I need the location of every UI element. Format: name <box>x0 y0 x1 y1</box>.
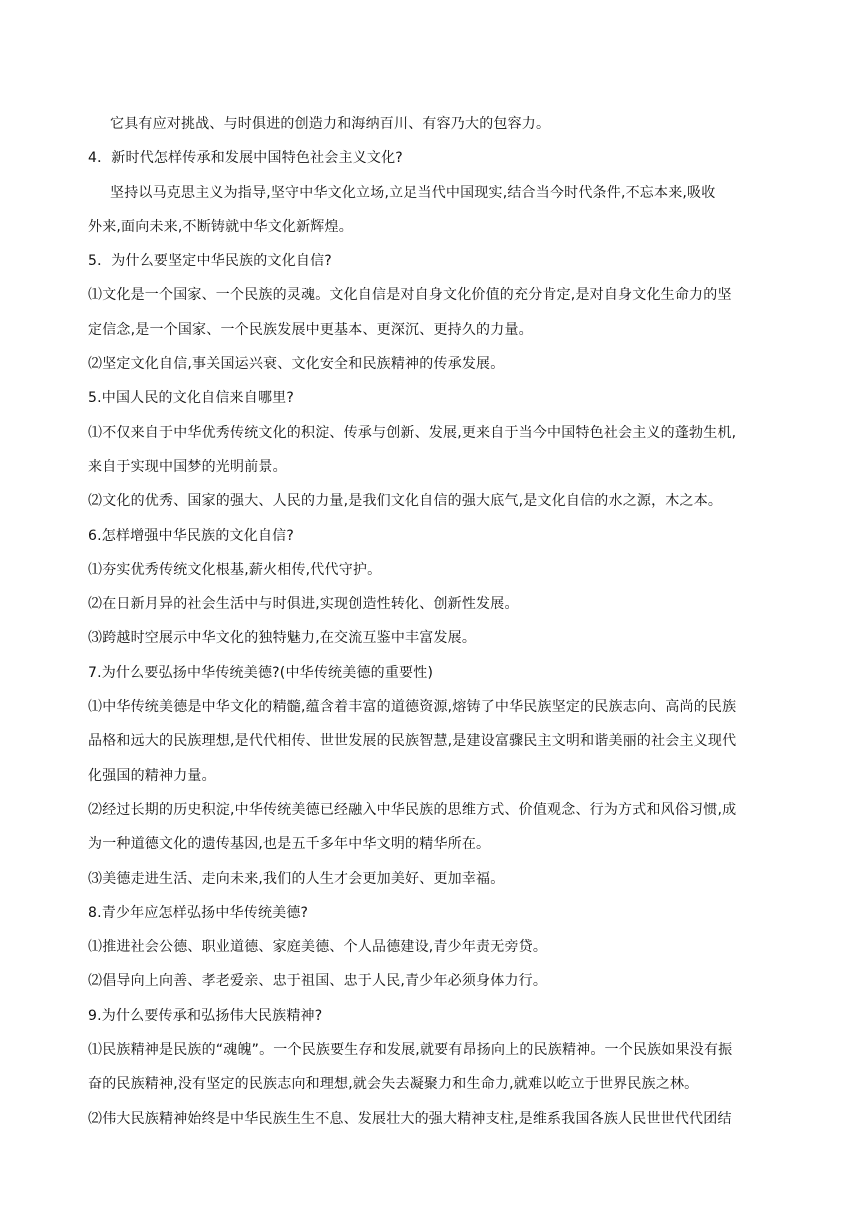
text-line: ⑴文化是一个国家、一个民族的灵魂。文化自信是对自身文化价值的充分肯定,是对自身文化生命力的坚 <box>88 287 732 304</box>
text-line: 来自于实现中国梦的光明前景。 <box>88 458 287 475</box>
text-line: ⑴不仅来自于中华优秀传统文化的积淀、传承与创新、发展,更来自于当今中国特色社会主义的蓬勃生机, <box>88 424 737 441</box>
text-line: 化强国的精神力量。 <box>88 767 216 784</box>
text-line: ⑴夯实优秀传统文化根基,薪火相传,代代守护。 <box>88 561 382 578</box>
text-line: 品格和远大的民族理想,是代代相传、世世发展的民族智慧,是建设富骤民主文明和谐美丽的社会主义现代 <box>88 733 737 750</box>
text-line: ⑴民族精神是民族的“魂魄”。一个民族要生存和发展,就要有昂扬向上的民族精神。一个民族如果没有振 <box>88 1042 733 1059</box>
text-line: ⑵在日新月异的社会生活中与时俱进,实现创造性转化、创新性发展。 <box>88 596 519 613</box>
text-line: 坚持以马克思主义为指导,坚守中华文化立场,立足当代中国现实,结合当今时代条件,不忘本来,吸收 <box>110 184 716 201</box>
text-line: ⑵坚定文化自信,事关国运兴衰、文化安全和民族精神的传承发展。 <box>88 356 505 373</box>
text-line: ⑴中华传统美德是中华文化的精髓,蕴含着丰富的道德资源,熔铸了中华民族坚定的民族志向、高尚的民族 <box>88 699 737 716</box>
text-line: ⑴推进社会公德、职业道德、家庭美德、个人品德建设,青少年责无旁贷。 <box>88 939 548 956</box>
text-line: ⑵经过长期的历史积淀,中华传统美德已经融入中华民族的思维方式、价值观念、行为方式和风俗习惯,成 <box>88 801 737 818</box>
text-line: 4．新时代怎样传承和发展中国特色社会主义文化? <box>88 150 403 167</box>
text-line: 它具有应对挑战、与时俱进的创造力和海纳百川、有容乃大的包容力。 <box>110 116 551 132</box>
text-line: ⑶美德走进生活、走向未来,我们的人生才会更加美好、更加幸福。 <box>88 870 505 887</box>
text-line: ⑵倡导向上向善、孝老爱亲、忠于祖国、忠于人民,青少年必须身体力行。 <box>88 973 548 990</box>
text-line: 定信念,是一个国家、一个民族发展中更基本、更深沉、更持久的力量。 <box>88 321 533 338</box>
text-line: 7.为什么要弘扬中华传统美德?(中华传统美德的重要性) <box>88 664 434 681</box>
text-line: 5.中国人民的文化自信来自哪里? <box>88 390 294 407</box>
text-line: 奋的民族精神,没有坚定的民族志向和理想,就会失去凝聚力和生命力,就难以屹立于世界民族之林。 <box>88 1076 699 1093</box>
text-line: 外来,面向未来,不断铸就中华文化新辉煌。 <box>88 218 353 235</box>
text-line: 5．为什么要坚定中华民族的文化自信? <box>88 253 332 270</box>
text-line: 8.青少年应怎样弘扬中华传统美德? <box>88 904 309 921</box>
text-line: 为一种道德文化的遗传基因,也是五千多年中华文明的精华所在。 <box>88 836 491 853</box>
text-line: ⑵文化的优秀、国家的强大、人民的力量,是我们文化自信的强大底气,是文化自信的水之源，木之本。 <box>88 493 723 510</box>
text-line: ⑵伟大民族精神始终是中华民族生生不息、发展壮大的强大精神支柱,是维系我国各族人民世世代代团结 <box>88 1110 732 1127</box>
text-line: 9.为什么要传承和弘扬伟大民族精神? <box>88 1007 323 1024</box>
text-line: 6.怎样增强中华民族的文化自信? <box>88 527 294 544</box>
text-line: ⑶跨越时空展示中华文化的独特魅力,在交流互鉴中丰富发展。 <box>88 630 477 647</box>
